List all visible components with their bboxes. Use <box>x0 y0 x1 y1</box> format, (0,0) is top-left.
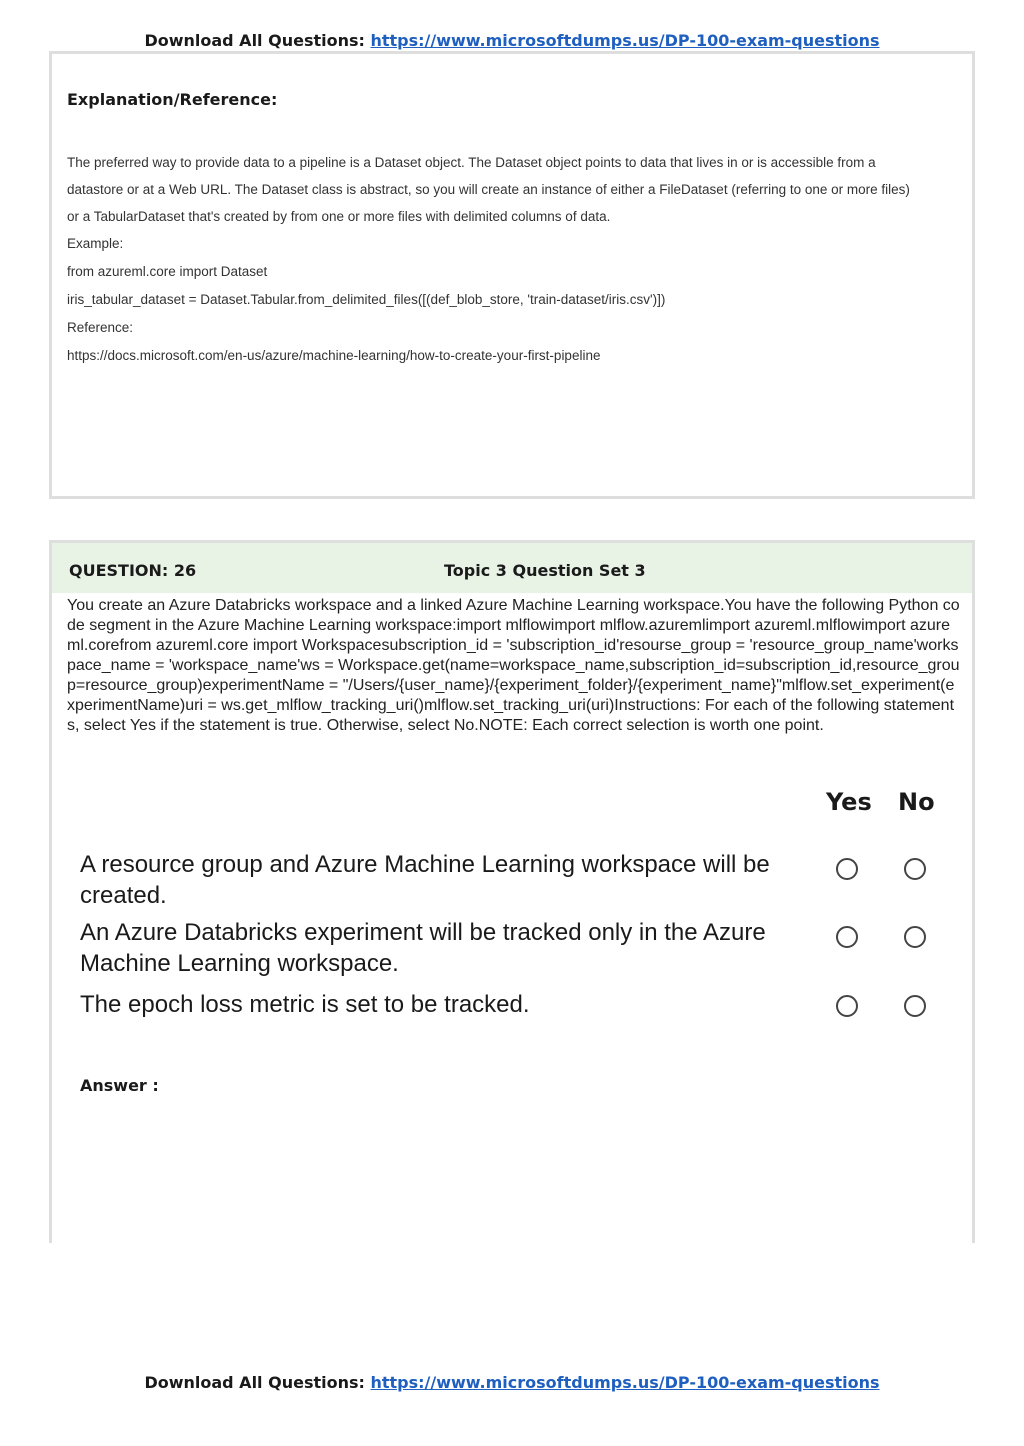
reference-label: Reference: <box>67 320 134 335</box>
explanation-body <box>67 149 917 370</box>
explanation-heading: Explanation/Reference: <box>67 90 278 109</box>
download-label: Download All Questions: <box>144 31 365 50</box>
question-header <box>52 543 972 593</box>
question-text: You create an Azure Databricks workspace and a linked Azure Machine Learning workspace.You have the following Python code segment in the Azure Machine Learning workspace:import mlflowimport mlflow.azuremlimport azureml.mlflowimport azureml.corefrom azureml.core import Workspacesubscription_id = 'subscription_id'resourse_group = 'resource_group_name'workspace_name = 'workspace_name'ws = Workspace.get(name=workspace_name,subscription_id=subscription_id,resource_group=resource_group)experimentName = "/Users/{user_name}/{experiment_folder}/{experiment_name}"mlflow.set_experiment(experimentName)uri = ws.get_mlflow_tracking_uri()mlflow.set_tracking_uri(uri)Instructions: For each of the following statements, select Yes if the statement is true. Otherwise, select No.NOTE: Each correct selection is worth one point. <box>67 597 960 734</box>
answer-label: Answer : <box>80 1076 159 1095</box>
statement-3-yes-radio[interactable] <box>836 995 858 1017</box>
no-column-header: No <box>898 788 935 816</box>
statement-1-no-radio[interactable] <box>904 858 926 880</box>
code-import-line: from azureml.core import Dataset <box>67 264 268 279</box>
explanation-panel <box>49 51 975 499</box>
statement-2-no-radio[interactable] <box>904 926 926 948</box>
yes-column-header: Yes <box>826 788 872 816</box>
code-dataset-line: iris_tabular_dataset = Dataset.Tabular.from_delimited_files([(def_blob_store, 'train-dataset/iris.csv')]) <box>67 292 666 307</box>
statement-3: The epoch loss metric is set to be tracked. <box>80 991 530 1018</box>
question-topic: Topic 3 Question Set 3 <box>444 561 646 580</box>
download-link[interactable]: https://www.microsoftdumps.us/DP-100-exam-questions <box>370 1373 880 1392</box>
statement-2-yes-radio[interactable] <box>836 926 858 948</box>
statement-3-no-radio[interactable] <box>904 995 926 1017</box>
download-banner-top <box>0 31 1024 50</box>
reference-url: https://docs.microsoft.com/en-us/azure/machine-learning/how-to-create-your-first-pipeline <box>67 348 601 363</box>
example-label: Example: <box>67 236 124 251</box>
question-number: QUESTION: 26 <box>69 561 197 580</box>
question-panel <box>49 540 975 1243</box>
download-banner-bottom <box>0 1373 1024 1392</box>
statement-1: A resource group and Azure Machine Learning workspace will be created. <box>80 851 770 909</box>
statement-2: An Azure Databricks experiment will be tracked only in the Azure Machine Learning workspace. <box>80 919 766 977</box>
download-link[interactable]: https://www.microsoftdumps.us/DP-100-exam-questions <box>370 31 880 50</box>
statement-1-yes-radio[interactable] <box>836 858 858 880</box>
explanation-paragraph: The preferred way to provide data to a pipeline is a Dataset object. The Dataset object points to data that lives in or is accessible from a datastore or at a Web URL. The Dataset class is abstract, so you will create an instance of either a FileDataset (referring to one or more files) or a TabularDataset that's created by from one or more files with delimited columns of data. <box>67 155 910 224</box>
download-label: Download All Questions: <box>144 1373 365 1392</box>
